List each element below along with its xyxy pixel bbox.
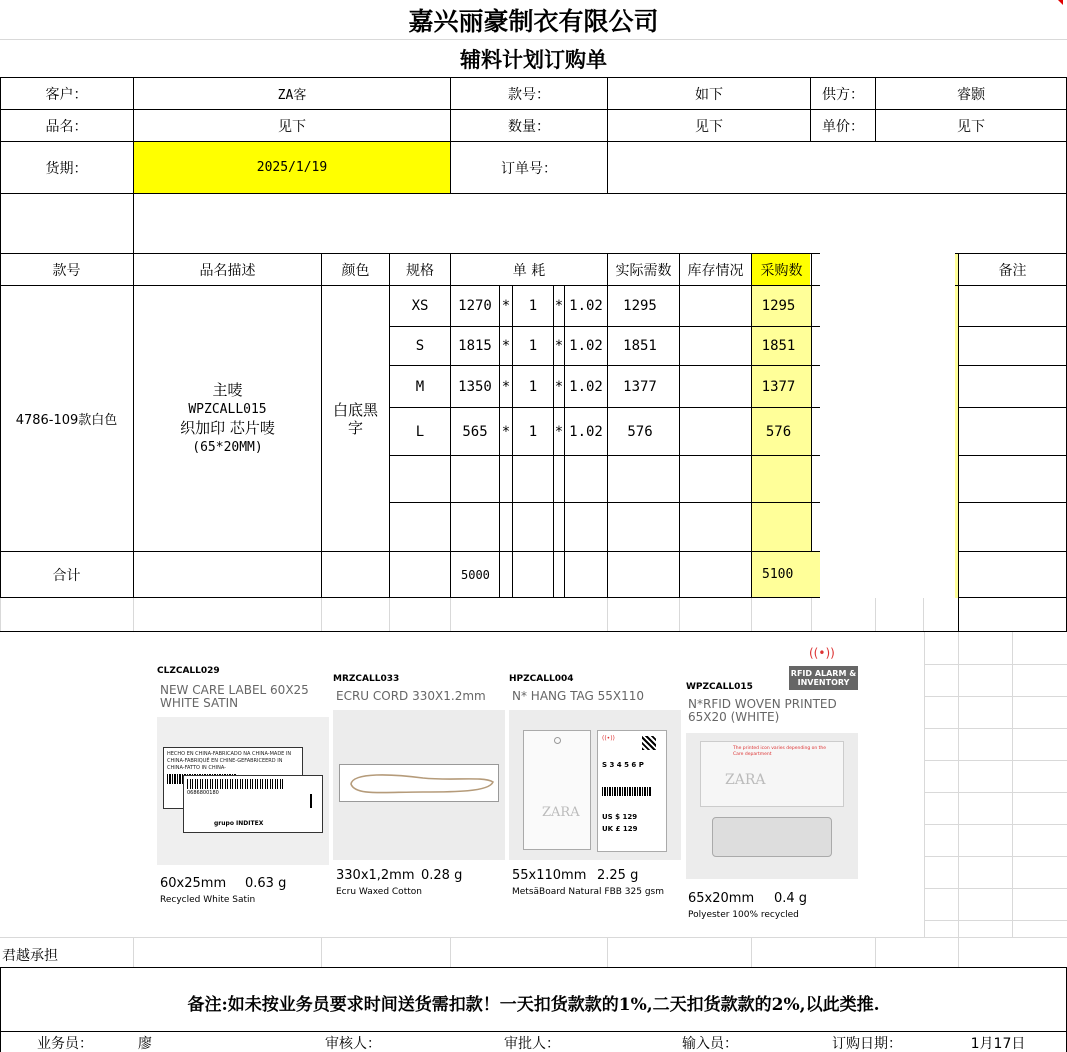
delivery-value: 2025/1/19	[256, 160, 328, 175]
row-factor: 1.02	[569, 378, 603, 395]
salesman-label: 业务员：	[37, 1035, 93, 1052]
row-purchase: 576	[765, 423, 792, 440]
rfid-badge-text: RFID ALARM & INVENTORY	[790, 669, 857, 687]
salesman-value: 廖	[138, 1035, 152, 1052]
order-date-label: 订购日期：	[832, 1035, 902, 1052]
row-times-1: *	[501, 338, 511, 354]
care-label-barcode: 0686800180	[187, 790, 219, 796]
price-label: 单价：	[822, 118, 864, 135]
row-times-2: *	[554, 423, 564, 440]
order-date-value: 1月17日	[970, 1035, 1026, 1052]
row-factor: 1.02	[569, 423, 603, 440]
col-size: 规格	[406, 262, 434, 279]
row-base: 1350	[458, 378, 492, 395]
row-actual: 1851	[623, 338, 657, 354]
row-mult: 1	[528, 423, 538, 440]
total-label: 合计	[52, 567, 81, 584]
customer-value: ZA客	[277, 88, 307, 103]
row-mult: 1	[528, 378, 538, 395]
rfid-wave-icon: ((•))	[809, 646, 835, 660]
product-value: 见下	[278, 118, 306, 135]
hang-tag-back	[523, 730, 591, 850]
rfid-icon: ((•))	[602, 735, 615, 742]
reviewer-label: 审核人：	[325, 1035, 381, 1052]
row-times-2: *	[554, 338, 564, 354]
card-3-material: MetsäBoard Natural FBB 325 gsm	[512, 887, 664, 897]
row-actual: 1377	[623, 378, 657, 395]
col-actual: 实际需数	[615, 262, 672, 279]
customer-label: 客户：	[45, 86, 88, 103]
style-no-label: 款号：	[508, 86, 550, 103]
row-size: S	[415, 338, 425, 354]
col-desc: 品名描述	[199, 262, 256, 279]
card-1-size: 60x25mm	[160, 876, 227, 891]
desc-cell	[134, 286, 321, 551]
col-style: 款号	[52, 262, 81, 279]
card-2-size: 330x1,2mm	[336, 868, 415, 883]
delivery-label: 货期：	[45, 160, 88, 177]
card-3-image	[509, 710, 681, 860]
card-4-image	[686, 733, 858, 879]
red-corner-mark	[1058, 0, 1063, 5]
card-2-material: Ecru Waxed Cotton	[336, 887, 422, 897]
care-label-brand: grupo INDITEX	[214, 820, 264, 827]
row-size: XS	[411, 298, 429, 314]
care-label-back	[183, 775, 323, 833]
tag-hole-icon	[554, 737, 561, 744]
card-2-name: ECRU CORD 330X1.2mm	[336, 689, 486, 703]
remark-text: 备注:如未按业务员要求时间送货需扣款！一天扣货款款的1%,二天扣货款款的2%,以此类推.	[187, 994, 880, 1015]
row-factor: 1.02	[569, 298, 603, 314]
row-purchase: 1851	[761, 338, 796, 354]
row-times-1: *	[501, 423, 511, 440]
card-3-weight: 2.25 g	[597, 868, 639, 883]
row-purchase: 1377	[761, 378, 796, 395]
desc-line-3: 织加印 芯片唛	[180, 418, 275, 437]
product-label: 品名：	[45, 118, 88, 135]
row-purchase: 1295	[761, 298, 796, 314]
row-factor: 1.02	[569, 338, 603, 354]
card-1-material: Recycled White Satin	[160, 895, 256, 905]
qty-label: 数量：	[508, 118, 550, 135]
card-1-image	[157, 717, 329, 865]
hang-tag-front	[597, 730, 667, 852]
col-purchase: 采购数	[760, 262, 803, 279]
card-4-name: N*RFID WOVEN PRINTED 65X20 (WHITE)	[688, 697, 837, 724]
note-left: 君越承担	[2, 948, 58, 964]
color-cell: 白底黑字	[332, 400, 378, 437]
card-4-material: Polyester 100% recycled	[688, 910, 799, 920]
row-times-1: *	[501, 298, 511, 314]
desc-line-2: WPZCALL015	[188, 401, 267, 417]
woven-label-note: The printed icon varies depending on the Care department	[733, 746, 827, 757]
card-4-size: 65x20mm	[688, 891, 755, 906]
col-unit: 单 耗	[512, 262, 546, 279]
barcode-icon-2	[187, 779, 283, 789]
row-actual: 576	[627, 423, 653, 440]
barcode-icon-3	[602, 787, 652, 796]
hang-tag-price-us: US $ 129	[602, 813, 638, 821]
product-sheet	[148, 642, 880, 924]
card-2-weight: 0.28 g	[421, 868, 463, 883]
col-stock: 库存情况	[687, 262, 744, 279]
qty-value: 见下	[695, 118, 723, 135]
row-base: 1815	[458, 338, 492, 354]
total-purchase-extension	[811, 552, 820, 598]
row-times-1: *	[501, 378, 511, 395]
card-4-weight: 0.4 g	[774, 891, 808, 906]
card-3-name: N* HANG TAG 55X110	[512, 689, 645, 703]
entry-label: 输入员：	[682, 1035, 738, 1052]
card-4-code: WPZCALL015	[686, 682, 753, 692]
woven-label-chip	[712, 817, 832, 857]
hang-tag-logo: ZARA	[542, 805, 580, 820]
card-1-code: CLZCALL029	[157, 666, 220, 676]
row-mult: 1	[528, 338, 538, 354]
hang-tag-sizes: S 3 4 5 6 P	[602, 761, 644, 769]
woven-label-logo: ZARA	[725, 772, 766, 788]
cord-icon	[343, 766, 499, 800]
card-3-size: 55x110mm	[512, 868, 587, 883]
woven-label-top	[700, 741, 844, 807]
approver-label: 审批人：	[504, 1035, 560, 1052]
supplier-value: 睿颢	[957, 86, 985, 103]
card-1-weight: 0.63 g	[245, 876, 287, 891]
style-no-value: 如下	[695, 86, 723, 103]
row-size: L	[415, 423, 425, 440]
hang-tag-price-uk: UK £ 129	[602, 825, 638, 833]
row-times-2: *	[554, 378, 564, 395]
order-no-label: 订单号：	[501, 160, 557, 177]
row-actual: 1295	[623, 298, 657, 314]
rfid-badge	[789, 666, 858, 690]
card-2-image	[333, 710, 505, 860]
care-label-text: HECHO EN CHINA-FABRICADO NA CHINA-MADE IN CHINA-FABRIQUÉ EN CHINE-GEFABRICEERD IN CHINA-FATTO IN CHINA-	[167, 751, 292, 771]
card-2-code: MRZCALL033	[333, 674, 400, 684]
total-purchase: 5100	[762, 567, 794, 582]
price-value: 见下	[957, 118, 985, 135]
row-times-2: *	[554, 298, 564, 314]
company-name: 嘉兴丽豪制衣有限公司	[408, 7, 659, 36]
col-remark: 备注	[998, 262, 1027, 279]
row-mult: 1	[528, 298, 538, 314]
document-title: 辅料计划订购单	[460, 47, 607, 72]
supplier-label: 供方：	[822, 86, 864, 103]
style-cell: 4786-109款白色	[15, 413, 118, 428]
qr-code-icon	[642, 736, 656, 750]
desc-line-4: (65*20MM)	[192, 439, 263, 455]
total-base: 5000	[461, 567, 490, 582]
row-base: 565	[462, 423, 488, 440]
row-base: 1270	[458, 298, 492, 314]
card-3-code: HPZCALL004	[509, 674, 574, 684]
desc-line-1: 主唛	[212, 380, 243, 399]
label-cut-mark	[310, 794, 312, 808]
col-color: 颜色	[341, 262, 370, 279]
card-1-name: NEW CARE LABEL 60X25 WHITE SATIN	[160, 683, 309, 710]
row-size: M	[415, 378, 425, 395]
